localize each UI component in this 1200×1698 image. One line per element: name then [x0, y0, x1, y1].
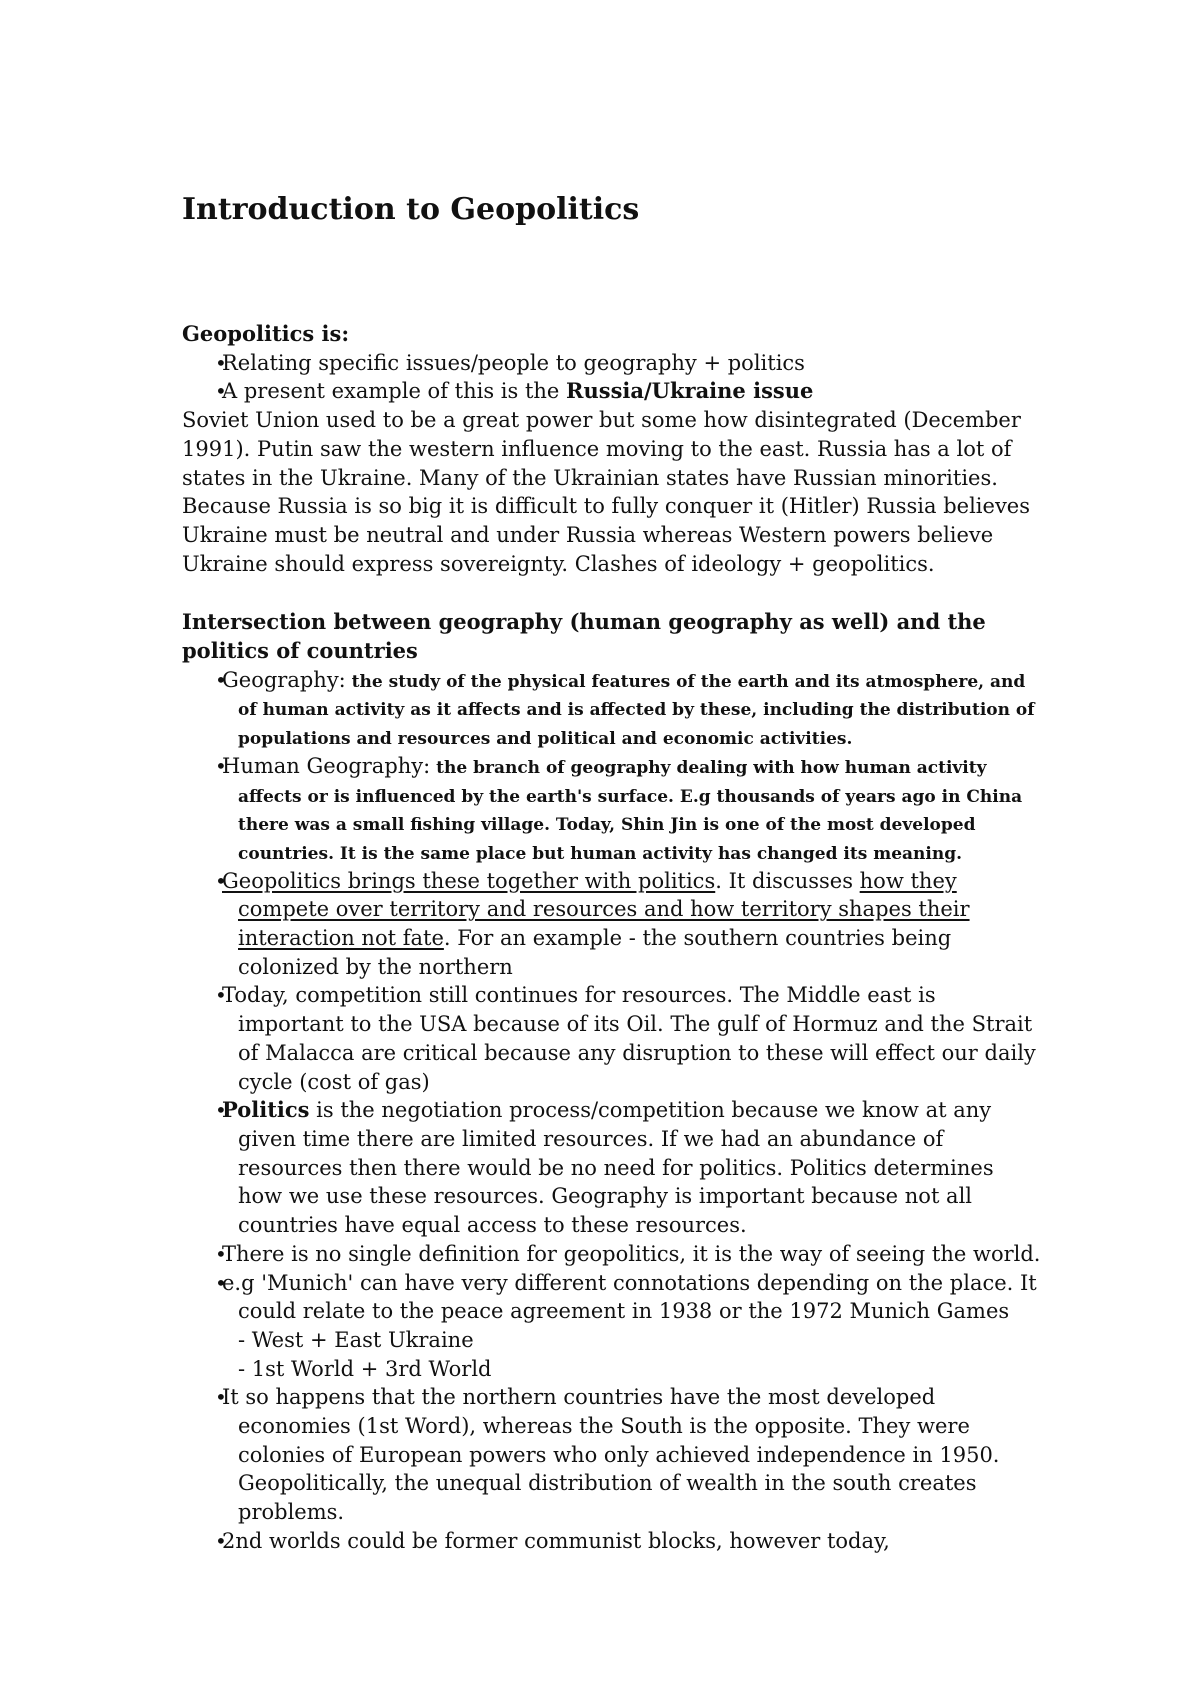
underlined-text: Geopolitics brings these together with politics — [222, 868, 716, 893]
list-item-text: A present example of this is the — [222, 379, 567, 404]
list-item — [182, 1383, 1042, 1527]
bullet-list — [182, 666, 1042, 1556]
list-item-text: Today, competition still continues for resources. The Middle east is important to the USA because of its Oil. The gulf of Hormuz and the Strait of Malacca are critical because any disruption to these will effect our daily cycle (cost of gas) — [222, 983, 1036, 1094]
page-title: Introduction to Geopolitics — [182, 192, 640, 227]
list-item — [182, 666, 1042, 752]
body-paragraph: Soviet Union used to be a great power but some how disintegrated (December 1991). Putin saw the western influence moving to the east. Russia has a lot of states in the Ukraine. Many of the Ukrainian states have Russian minorities. Because Russia is so big it is difficult to fully conquer it (Hitler) Russia believes Ukraine must be neutral and under Russia whereas Western powers believe Ukraine should express sovereignty. Clashes of ideology + geopolitics. — [182, 408, 1031, 576]
list-item — [182, 867, 1042, 982]
list-item-text: e.g 'Munich' can have very different connotations depending on the place. It could relate to the peace agreement in 1938 or the 1972 Munich Games — [222, 1270, 1037, 1324]
term-definition: the branch of geography dealing with how human activity affects or is influenced by the earth's surface. E.g thousands of years ago in China there was a small fishing village. Today, Shin Jin is one of the most developed countries. It is the same place but human activity has changed its meaning. — [238, 757, 1023, 864]
underlined-text: how they compete over territory and resources and how territory shapes their interaction not fate — [238, 868, 970, 951]
list-item-bold-text: Politics — [222, 1097, 310, 1123]
list-item — [182, 1096, 1042, 1240]
list-item — [182, 981, 1042, 1096]
list-item — [182, 349, 1042, 378]
spacer — [182, 578, 1042, 608]
term-label: Geography: — [222, 667, 346, 692]
bullet-list — [182, 349, 1042, 406]
section-heading-intersection: Intersection between geography (human geography as well) and the politics of countries — [182, 609, 986, 664]
term-label: Human Geography: — [222, 753, 431, 778]
term-definition: the study of the physical features of the earth and its atmosphere, and of human activity as it affects and is affected by these, including the distribution of populations and resources and political and economic activities. — [238, 671, 1035, 750]
list-item-bold-text: Russia/Ukraine issue — [566, 378, 814, 404]
list-item — [182, 1527, 1042, 1556]
list-item-text: . For an example - the southern countries being colonized by the northern — [238, 926, 952, 979]
list-item — [182, 1240, 1042, 1269]
list-item — [182, 752, 1042, 867]
list-item — [182, 1269, 1042, 1384]
section-heading-geopolitics-is: Geopolitics is: — [182, 321, 350, 346]
sub-item-text: - 1st World + 3rd World — [238, 1356, 492, 1381]
list-item-text: 2nd worlds could be former communist blocks, however today, — [222, 1528, 890, 1553]
list-item-text: There is no single definition for geopolitics, it is the way of seeing the world. — [222, 1241, 1041, 1266]
sub-item-text: - West + East Ukraine — [238, 1327, 474, 1352]
list-item-text: is the negotiation process/competition because we know at any given time there are limited resources. If we had an abundance of resources then there would be no need for politics. Politics determines how we use these resources. Geography is important because not all countries have equal access to these resources. — [238, 1098, 994, 1238]
list-item-text: Relating specific issues/people to geography + politics — [222, 350, 805, 375]
list-item — [182, 377, 1042, 406]
document-page — [182, 190, 1042, 1556]
list-item-text: . It discusses — [715, 868, 860, 893]
list-item-text: It so happens that the northern countries have the most developed economies (1st Word), whereas the South is the opposite. They were colonies of European powers who only achieved independence in 1950. Geopolitically, the unequal distribution of wealth in the south creates problems. — [222, 1385, 1000, 1525]
